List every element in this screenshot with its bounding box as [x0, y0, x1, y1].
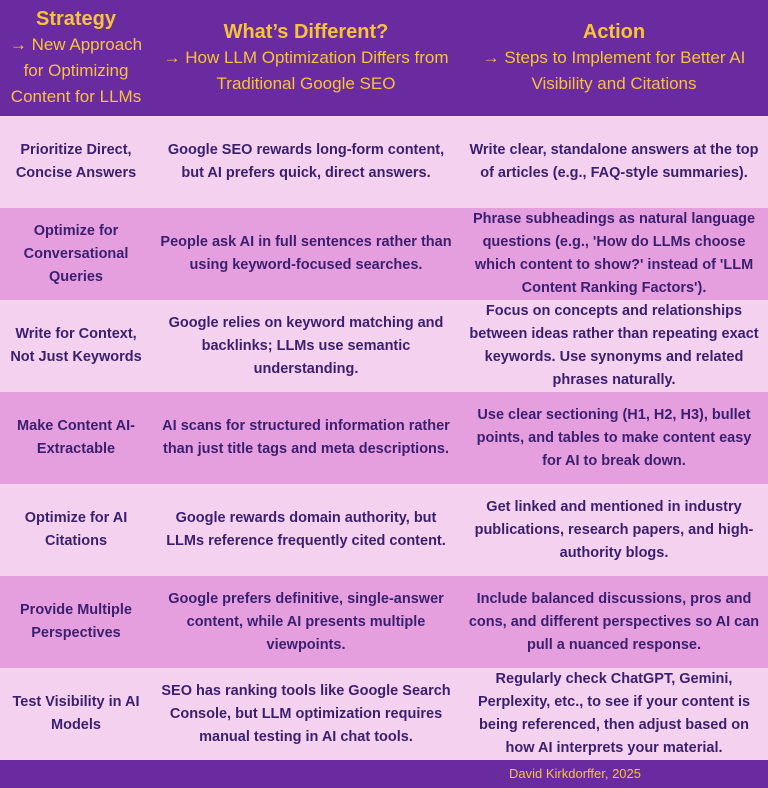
table-header [0, 0, 768, 116]
different-cell: Google relies on keyword matching and backlinks; LLMs use semantic understanding. [168, 314, 444, 377]
strategy-cell: Test Visibility in AI Models [12, 694, 140, 733]
header-action [460, 0, 768, 116]
table-row [0, 392, 768, 484]
table-row [0, 300, 768, 392]
different-cell: Google rewards domain authority, but LLMs reference frequently cited content. [166, 510, 446, 549]
action-cell: Regularly check ChatGPT, Gemini, Perplexity, etc., to see if your content is being referenced, then adjust based on how AI interprets your material. [477, 671, 751, 756]
author-credit: David Kirkdorffer, 2025 [509, 766, 641, 781]
table-body [0, 116, 768, 760]
footer-bar [0, 760, 768, 788]
action-cell: Get linked and mentioned in industry publications, research papers, and high-authority blogs. [474, 498, 754, 561]
different-cell: People ask AI in full sentences rather than using keyword-focused searches. [160, 234, 452, 273]
different-cell: Google prefers definitive, single-answer content, while AI presents multiple viewpoints. [168, 590, 444, 653]
header-action-subtitle: → Steps to Implement for Better AI Visibility and Citations [482, 48, 746, 93]
header-strategy-title: Strategy [35, 8, 117, 30]
strategy-cell: Write for Context, Not Just Keywords [10, 326, 142, 365]
different-cell: SEO has ranking tools like Google Search Console, but LLM optimization requires manual testing in AI chat tools. [161, 682, 451, 745]
strategy-cell: Prioritize Direct, Concise Answers [15, 142, 137, 181]
action-cell: Write clear, standalone answers at the top of articles (e.g., FAQ-style summaries). [469, 142, 759, 181]
table-row [0, 668, 768, 760]
different-cell: AI scans for structured information rather than just title tags and meta descriptions. [162, 418, 450, 457]
table-row [0, 484, 768, 576]
action-cell: Phrase subheadings as natural language questions (e.g., 'How do LLMs choose which content to show?' instead of 'LLM Content Ranking Factors'). [472, 211, 756, 296]
strategy-cell: Optimize for AI Citations [24, 510, 128, 549]
table-row [0, 116, 768, 208]
header-row [0, 0, 768, 116]
action-cell: Use clear sectioning (H1, H2, H3), bullet points, and tables to make content easy for AI to break down. [476, 406, 752, 469]
table-row [0, 208, 768, 300]
header-different [152, 0, 460, 116]
strategy-cell: Optimize for Conversational Queries [23, 222, 129, 285]
header-strategy [0, 0, 152, 116]
different-cell: Google SEO rewards long-form content, but AI prefers quick, direct answers. [167, 142, 445, 181]
action-cell: Focus on concepts and relationships between ideas rather than repeating exact keywords. Use synonyms and related phrases naturally. [469, 303, 759, 388]
strategy-cell: Make Content AI-Extractable [17, 418, 135, 457]
action-cell: Include balanced discussions, pros and cons, and different perspectives so AI can pull a nuanced response. [468, 590, 760, 653]
table-row [0, 576, 768, 668]
header-different-title: What’s Different? [223, 21, 389, 43]
header-different-subtitle: → How LLM Optimization Differs from Traditional Google SEO [163, 48, 449, 93]
header-action-title: Action [582, 21, 646, 43]
strategy-cell: Provide Multiple Perspectives [20, 602, 132, 641]
header-strategy-subtitle: → New Approach for Optimizing Content for LLMs [9, 35, 143, 106]
